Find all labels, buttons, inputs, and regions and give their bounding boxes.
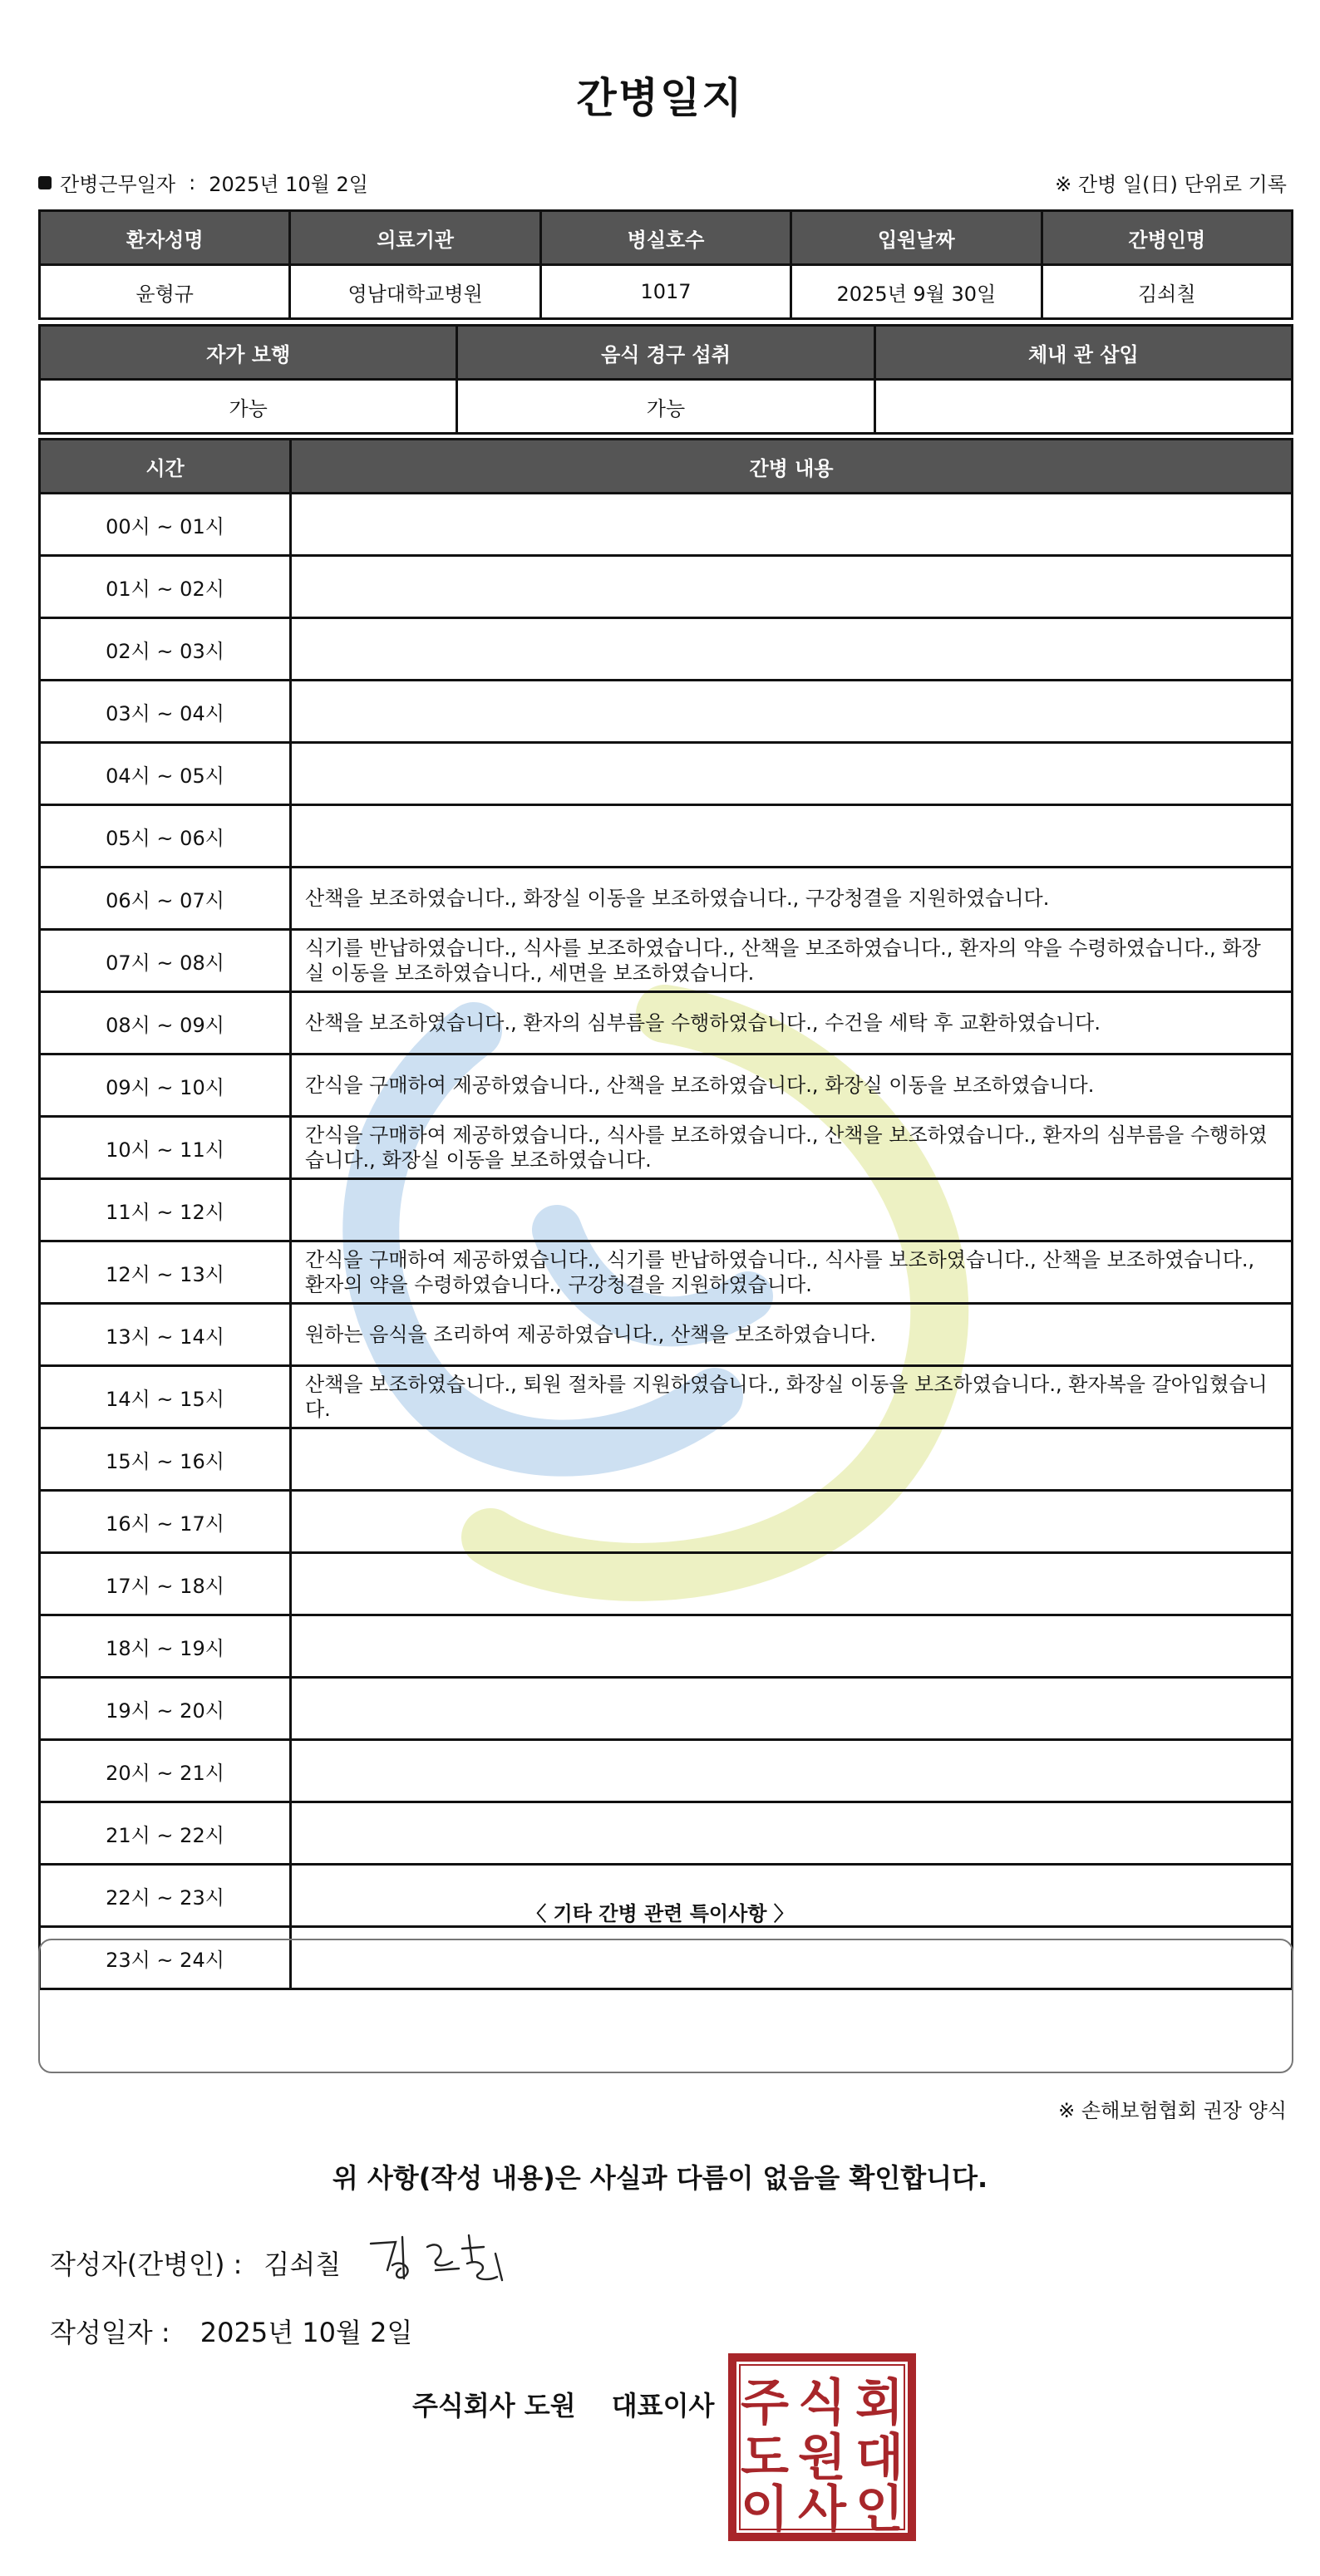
care-log-time: 02시 ~ 03시	[40, 618, 291, 681]
header-patient-name: 환자성명	[40, 211, 290, 265]
svg-text:인: 인	[855, 2480, 904, 2539]
care-log-content	[291, 1802, 1293, 1865]
care-log-time: 13시 ~ 14시	[40, 1304, 291, 1366]
care-log-content	[291, 1491, 1293, 1553]
care-log-row	[40, 868, 1293, 930]
care-log-row	[40, 494, 1293, 556]
care-log-row	[40, 1117, 1293, 1179]
care-log-body	[40, 494, 1293, 1989]
care-log-content: 간식을 구매하여 제공하였습니다., 식기를 반납하였습니다., 식사를 보조하였습니다., 산책을 보조하였습니다., 환자의 약을 수령하였습니다., 구강청결을 지원하였습니다.	[291, 1241, 1293, 1304]
care-log-row	[40, 1740, 1293, 1802]
care-log-time: 11시 ~ 12시	[40, 1179, 291, 1241]
care-log-content	[291, 1678, 1293, 1740]
writer-label: 작성자(간병인) :	[50, 2249, 243, 2280]
care-log-time: 14시 ~ 15시	[40, 1366, 291, 1428]
writer-line	[50, 2244, 341, 2282]
oral-intake-value: 가능	[457, 380, 874, 434]
patient-info-table	[38, 209, 1293, 320]
care-log-row	[40, 1366, 1293, 1428]
svg-text:원: 원	[798, 2429, 846, 2487]
care-log-table	[38, 438, 1293, 1990]
care-log-row	[40, 1615, 1293, 1678]
notes-box	[38, 1939, 1293, 2073]
care-log-time: 09시 ~ 10시	[40, 1054, 291, 1117]
care-log-row	[40, 556, 1293, 618]
care-log-row	[40, 618, 1293, 681]
care-log-row	[40, 1802, 1293, 1865]
representative-title: 대표이사	[611, 2390, 715, 2421]
svg-text:도: 도	[741, 2429, 789, 2487]
care-log-content	[291, 1740, 1293, 1802]
handwritten-signature-icon	[362, 2229, 529, 2295]
care-log-content	[291, 494, 1293, 556]
care-log-content	[291, 805, 1293, 868]
header-care-content: 간병 내용	[291, 440, 1293, 494]
care-log-row	[40, 1241, 1293, 1304]
care-log-time: 03시 ~ 04시	[40, 681, 291, 743]
svg-text:회: 회	[855, 2374, 904, 2432]
writer-name: 김쇠칠	[264, 2249, 342, 2280]
care-log-row	[40, 1428, 1293, 1491]
care-log-row	[40, 681, 1293, 743]
care-log-time: 12시 ~ 13시	[40, 1241, 291, 1304]
work-date-line	[38, 168, 368, 197]
care-log-row	[40, 1054, 1293, 1117]
care-log-time: 23시 ~ 24시	[40, 1927, 291, 1989]
confirm-statement: 위 사항(작성 내용)은 사실과 다름이 없음을 확인합니다.	[332, 2162, 988, 2194]
room-number: 1017	[540, 265, 791, 319]
written-date-label: 작성일자 :	[50, 2317, 170, 2348]
care-log-time: 10시 ~ 11시	[40, 1117, 291, 1179]
care-log-time: 04시 ~ 05시	[40, 743, 291, 805]
care-log-content: 간식을 구매하여 제공하였습니다., 산책을 보조하였습니다., 화장실 이동을 보조하였습니다.	[291, 1054, 1293, 1117]
care-log-time: 08시 ~ 09시	[40, 992, 291, 1054]
care-log-row	[40, 805, 1293, 868]
patient-name: 윤형규	[40, 265, 290, 319]
svg-text:대: 대	[855, 2429, 904, 2487]
care-log-content	[291, 1865, 1293, 1927]
recommend-note: ※ 손해보험협회 권장 양식	[1058, 2099, 1287, 2122]
care-log-time: 15시 ~ 16시	[40, 1428, 291, 1491]
care-log-content	[291, 556, 1293, 618]
care-log-content	[291, 1553, 1293, 1615]
care-log-content	[291, 618, 1293, 681]
care-log-row	[40, 1678, 1293, 1740]
care-log-row	[40, 743, 1293, 805]
document-title: 간병일지	[576, 74, 744, 122]
care-log-time: 06시 ~ 07시	[40, 868, 291, 930]
care-log-time: 17시 ~ 18시	[40, 1553, 291, 1615]
company-line	[412, 2385, 714, 2423]
care-log-content	[291, 681, 1293, 743]
svg-text:사: 사	[798, 2480, 846, 2539]
care-log-content: 산책을 보조하였습니다., 퇴원 절차를 지원하였습니다., 화장실 이동을 보조하였습니다., 환자복을 갈아입혔습니다.	[291, 1366, 1293, 1428]
square-bullet-icon	[38, 176, 52, 189]
care-log-row	[40, 1553, 1293, 1615]
svg-text:주: 주	[741, 2374, 789, 2432]
svg-text:식: 식	[798, 2374, 846, 2432]
header-hospital: 의료기관	[290, 211, 540, 265]
unit-note: ※ 간병 일(日) 단위로 기록	[1055, 173, 1287, 196]
header-admission-date: 입원날짜	[791, 211, 1042, 265]
work-date-label: 간병근무일자	[60, 173, 176, 196]
header-oral-intake: 음식 경구 섭취	[457, 326, 874, 380]
care-log-time: 18시 ~ 19시	[40, 1615, 291, 1678]
care-log-time: 20시 ~ 21시	[40, 1740, 291, 1802]
work-date-value: 2025년 10월 2일	[209, 173, 368, 196]
care-log-content	[291, 1428, 1293, 1491]
company-name: 주식회사 도원	[412, 2390, 576, 2421]
written-date-line	[50, 2312, 412, 2350]
care-log-time: 16시 ~ 17시	[40, 1491, 291, 1553]
header-room-number: 병실호수	[540, 211, 791, 265]
care-log-content: 식기를 반납하였습니다., 식사를 보조하였습니다., 산책을 보조하였습니다., 환자의 약을 수령하였습니다., 화장실 이동을 보조하였습니다., 세면을 보조하였습니다.	[291, 930, 1293, 992]
svg-text:이: 이	[741, 2480, 789, 2539]
care-log-row	[40, 930, 1293, 992]
care-log-time: 19시 ~ 20시	[40, 1678, 291, 1740]
care-log-row	[40, 1865, 1293, 1927]
care-log-content	[291, 1615, 1293, 1678]
care-log-time: 01시 ~ 02시	[40, 556, 291, 618]
care-log-time: 22시 ~ 23시	[40, 1865, 291, 1927]
care-log-content: 산책을 보조하였습니다., 환자의 심부름을 수행하였습니다., 수건을 세탁 후 교환하였습니다.	[291, 992, 1293, 1054]
care-log-time: 21시 ~ 22시	[40, 1802, 291, 1865]
admission-date: 2025년 9월 30일	[791, 265, 1042, 319]
care-log-row	[40, 1179, 1293, 1241]
header-tube-insertion: 체내 관 삽입	[874, 326, 1292, 380]
header-caregiver-name: 간병인명	[1042, 211, 1292, 265]
hospital-name: 영남대학교병원	[290, 265, 540, 319]
care-log-content	[291, 1179, 1293, 1241]
care-log-time: 05시 ~ 06시	[40, 805, 291, 868]
care-log-time: 07시 ~ 08시	[40, 930, 291, 992]
header-self-walking: 자가 보행	[40, 326, 457, 380]
work-date-separator: :	[189, 170, 196, 194]
patient-status-table	[38, 324, 1293, 435]
care-log-content: 원하는 음식을 조리하여 제공하였습니다., 산책을 보조하였습니다.	[291, 1304, 1293, 1366]
care-log-content	[291, 743, 1293, 805]
care-log-time: 00시 ~ 01시	[40, 494, 291, 556]
caregiver-name: 김쇠칠	[1042, 265, 1292, 319]
care-log-content: 산책을 보조하였습니다., 화장실 이동을 보조하였습니다., 구강청결을 지원하였습니다.	[291, 868, 1293, 930]
company-seal-icon	[728, 2353, 916, 2541]
care-log-row	[40, 992, 1293, 1054]
tube-insertion-value	[874, 380, 1292, 434]
care-log-row	[40, 1491, 1293, 1553]
care-log-content: 간식을 구매하여 제공하였습니다., 식사를 보조하였습니다., 산책을 보조하였습니다., 환자의 심부름을 수행하였습니다., 화장실 이동을 보조하였습니다.	[291, 1117, 1293, 1179]
care-log-row	[40, 1304, 1293, 1366]
header-time: 시간	[40, 440, 291, 494]
self-walking-value: 가능	[40, 380, 457, 434]
written-date-value: 2025년 10월 2일	[199, 2317, 413, 2348]
notes-title: 〈 기타 간병 관련 특이사항 〉	[526, 1902, 794, 1925]
